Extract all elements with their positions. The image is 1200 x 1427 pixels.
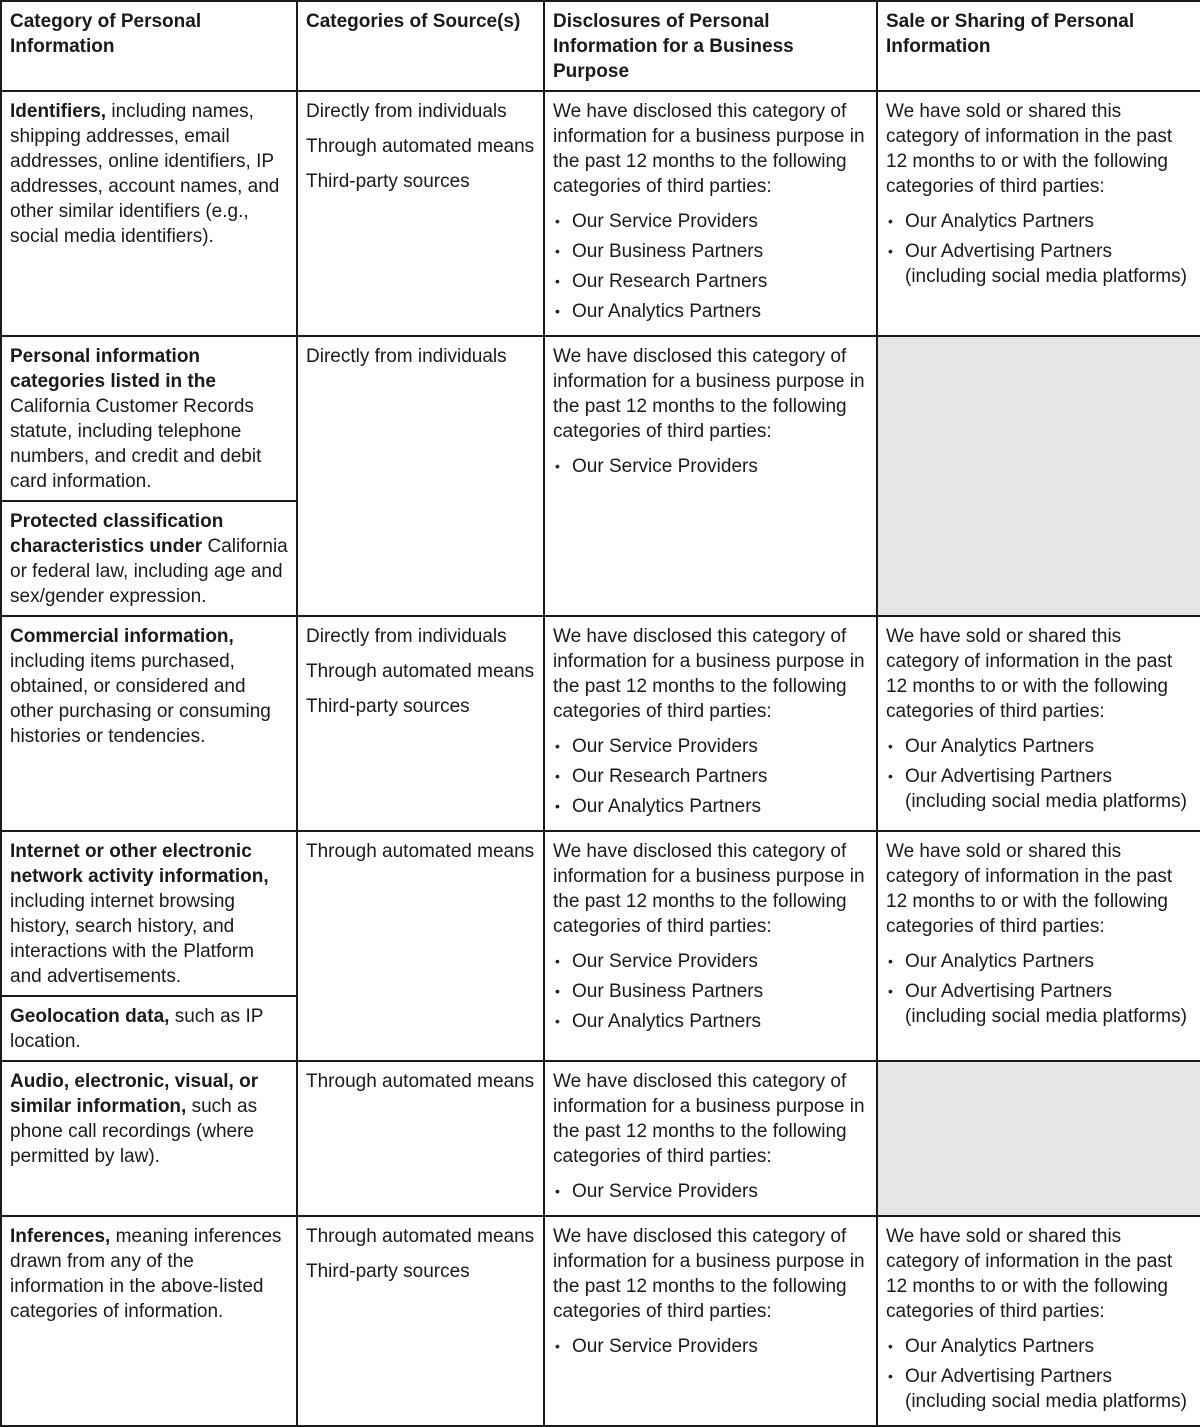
disclosure-intro: We have disclosed this category of information for a business purpose in the past 12 months to the following categories of third parties:: [553, 1071, 865, 1167]
list-item: • Our Service Providers: [553, 1334, 869, 1359]
list-item: • Our Analytics Partners: [886, 1334, 1193, 1359]
list-item: • Our Business Partners: [553, 979, 869, 1004]
sale-list: [886, 949, 1193, 1029]
disclosure-intro: We have disclosed this category of information for a business purpose in the past 12 months to the following categories of third parties:: [553, 626, 865, 722]
list-item: • Our Service Providers: [553, 949, 869, 974]
disclosure-list: [553, 454, 869, 479]
sale-list: [886, 734, 1193, 814]
sale-list: [886, 1334, 1193, 1414]
disclosure-list: [553, 734, 869, 819]
disclosures-cell: [544, 336, 877, 616]
list-item: • Our Advertising Partners (including social media platforms): [886, 764, 1193, 814]
category-text: including items purchased, obtained, or considered and other purchasing or consuming histories or tendencies.: [10, 651, 271, 747]
category-text: California Customer Records statute, including telephone numbers, and credit and debit card information.: [10, 396, 262, 492]
sale-intro: We have sold or shared this category of information in the past 12 months to or with the following categories of third parties:: [886, 841, 1173, 937]
list-item: • Our Analytics Partners: [886, 734, 1193, 759]
disclosure-list: [553, 949, 869, 1034]
header-disclosures: Disclosures of Personal Information for a Business Purpose: [544, 1, 877, 91]
header-sale: Sale or Sharing of Personal Information: [877, 1, 1200, 91]
sale-list: [886, 209, 1193, 289]
source-item: Directly from individuals: [306, 101, 507, 122]
category-text: including internet browsing history, search history, and interactions with the Platform and advertisements.: [10, 891, 254, 987]
sources-cell: [297, 1216, 544, 1426]
category-bold: Inferences,: [10, 1226, 111, 1247]
source-item: Through automated means: [306, 1071, 535, 1092]
table-row: [1, 1061, 1200, 1216]
disclosure-list: [553, 1334, 869, 1359]
header-category: Category of Personal Information: [1, 1, 297, 91]
list-item: • Our Advertising Partners (including social media platforms): [886, 1364, 1193, 1414]
list-item: • Our Research Partners: [553, 764, 869, 789]
sources-cell: [297, 336, 544, 616]
sale-cell: [877, 91, 1200, 336]
sale-cell-empty: [877, 1061, 1200, 1216]
disclosure-intro: We have disclosed this category of information for a business purpose in the past 12 months to the following categories of third parties:: [553, 346, 865, 442]
sources-cell: [297, 91, 544, 336]
category-cell: [1, 91, 297, 336]
list-item: • Our Analytics Partners: [553, 299, 869, 324]
list-item: • Our Analytics Partners: [886, 209, 1193, 234]
disclosures-cell: [544, 1216, 877, 1426]
category-bold: Geolocation data,: [10, 1006, 170, 1027]
disclosures-cell: [544, 616, 877, 831]
list-item: • Our Service Providers: [553, 734, 869, 759]
source-item: Through automated means: [306, 1226, 535, 1247]
source-item: Through automated means: [306, 841, 535, 862]
disclosures-cell: [544, 91, 877, 336]
list-item: • Our Advertising Partners (including social media platforms): [886, 979, 1193, 1029]
category-cell: [1, 1216, 297, 1426]
category-bold: Internet or other electronic network activity information,: [10, 841, 269, 887]
category-cell: [1, 831, 297, 996]
source-item: Directly from individuals: [306, 626, 507, 647]
source-item: Third-party sources: [306, 1261, 470, 1282]
source-item: Through automated means: [306, 661, 535, 682]
category-text: California or federal law, including age and sex/gender expression.: [10, 536, 288, 607]
list-item: • Our Business Partners: [553, 239, 869, 264]
disclosure-intro: We have disclosed this category of information for a business purpose in the past 12 months to the following categories of third parties:: [553, 1226, 865, 1322]
category-text: such as IP location.: [10, 1006, 264, 1052]
header-sources: Categories of Source(s): [297, 1, 544, 91]
table-row: [1, 336, 1200, 501]
table-row: [1, 831, 1200, 996]
sale-cell: [877, 831, 1200, 1061]
category-text: including names, shipping addresses, email addresses, online identifiers, IP addresses, account names, and other similar identifiers (e.g., social media identifiers).: [10, 101, 280, 247]
category-cell: [1, 501, 297, 616]
table-row: [1, 91, 1200, 336]
table-row: [1, 1216, 1200, 1426]
sources-cell: [297, 616, 544, 831]
disclosure-intro: We have disclosed this category of information for a business purpose in the past 12 months to the following categories of third parties:: [553, 101, 865, 197]
category-cell: [1, 996, 297, 1061]
sale-cell: [877, 1216, 1200, 1426]
disclosure-list: [553, 1179, 869, 1204]
category-bold: Identifiers,: [10, 101, 107, 122]
sale-intro: We have sold or shared this category of information in the past 12 months to or with the following categories of third parties:: [886, 1226, 1173, 1322]
sale-intro: We have sold or shared this category of information in the past 12 months to or with the following categories of third parties:: [886, 626, 1173, 722]
disclosures-cell: [544, 831, 877, 1061]
list-item: • Our Research Partners: [553, 269, 869, 294]
list-item: • Our Analytics Partners: [553, 1009, 869, 1034]
sale-intro: We have sold or shared this category of information in the past 12 months to or with the following categories of third parties:: [886, 101, 1173, 197]
list-item: • Our Advertising Partners (including social media platforms): [886, 239, 1193, 289]
list-item: • Our Service Providers: [553, 209, 869, 234]
category-cell: [1, 616, 297, 831]
category-bold: Personal information categories listed in the: [10, 346, 216, 392]
list-item: • Our Analytics Partners: [553, 794, 869, 819]
source-item: Third-party sources: [306, 696, 470, 717]
category-text: meaning inferences drawn from any of the information in the above-listed categories of information.: [10, 1226, 282, 1322]
list-item: • Our Service Providers: [553, 454, 869, 479]
category-cell: [1, 1061, 297, 1216]
sources-cell: [297, 1061, 544, 1216]
source-item: Third-party sources: [306, 171, 470, 192]
disclosure-intro: We have disclosed this category of information for a business purpose in the past 12 months to the following categories of third parties:: [553, 841, 865, 937]
table-row: [1, 616, 1200, 831]
category-bold: Protected classification characteristics under: [10, 511, 224, 557]
category-bold: Commercial information,: [10, 626, 234, 647]
disclosures-cell: [544, 1061, 877, 1216]
category-cell: [1, 336, 297, 501]
header-row: [1, 1, 1200, 91]
source-item: Through automated means: [306, 136, 535, 157]
disclosure-list: [553, 209, 869, 324]
category-bold: Audio, electronic, visual, or similar information,: [10, 1071, 259, 1117]
source-item: Directly from individuals: [306, 346, 507, 367]
sources-cell: [297, 831, 544, 1061]
category-text: such as phone call recordings (where permitted by law).: [10, 1096, 258, 1167]
list-item: • Our Analytics Partners: [886, 949, 1193, 974]
sale-cell: [877, 616, 1200, 831]
list-item: • Our Service Providers: [553, 1179, 869, 1204]
sale-cell-empty: [877, 336, 1200, 616]
